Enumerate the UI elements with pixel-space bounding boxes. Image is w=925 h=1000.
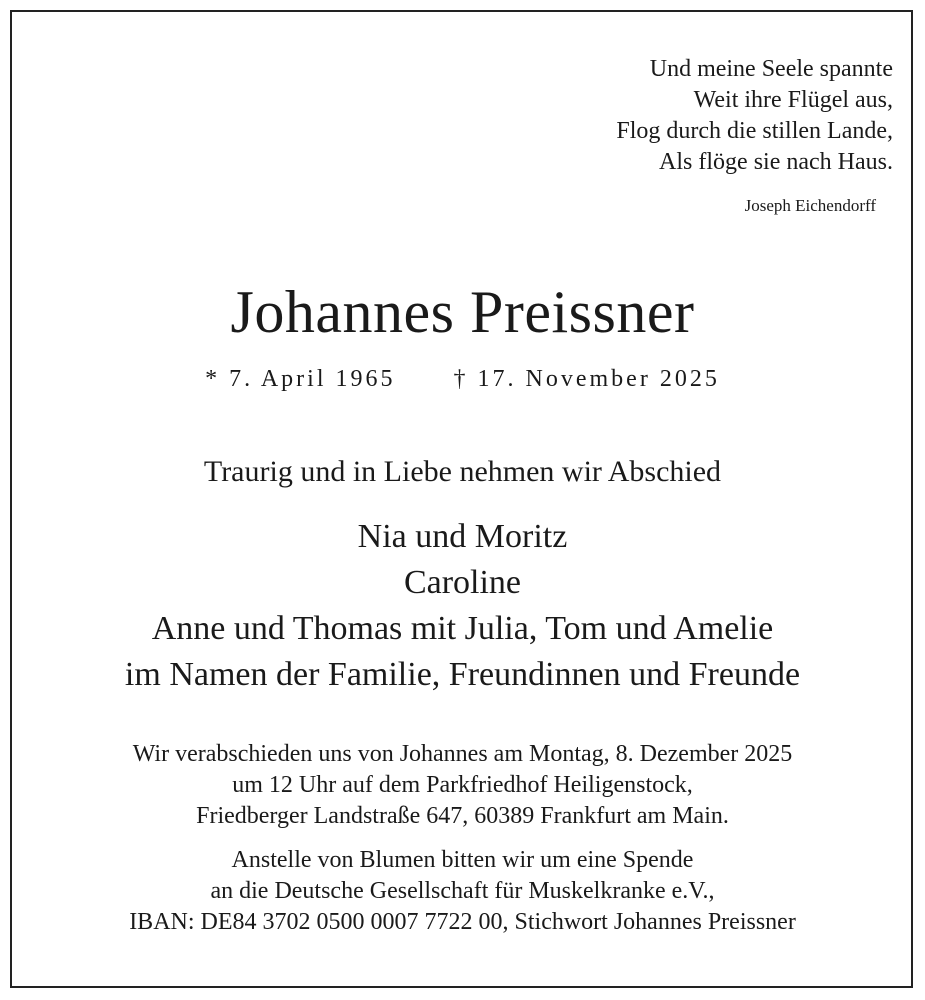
donation-line: an die Deutsche Gesellschaft für Muskelkranke e.V., (210, 878, 715, 904)
donation-line: IBAN: DE84 3702 0500 0007 7722 00, Stichwort Johannes Preissner (129, 909, 796, 935)
poem-line: Weit ihre Flügel aus, (693, 87, 893, 113)
poem-author: Joseph Eichendorff (744, 196, 876, 215)
life-dates (0, 366, 925, 393)
mourner-line: Nia und Moritz (357, 518, 568, 555)
birth-date: * 7. April 1965 (205, 366, 396, 392)
poem-line: Und meine Seele spannte (649, 56, 893, 82)
poem-line: Als flöge sie nach Haus. (659, 149, 893, 175)
deceased-name: Johannes Preissner (230, 279, 695, 345)
donation-line: Anstelle von Blumen bitten wir um eine Spende (231, 847, 694, 873)
mourner-line: im Namen der Familie, Freundinnen und Freunde (124, 656, 801, 693)
service-line: um 12 Uhr auf dem Parkfriedhof Heiligenstock, (232, 772, 693, 798)
mourner-line: Anne und Thomas mit Julia, Tom und Amelie (151, 610, 774, 647)
service-line: Wir verabschieden uns von Johannes am Montag, 8. Dezember 2025 (132, 741, 793, 767)
poem-line: Flog durch die stillen Lande, (616, 118, 893, 144)
mourner-line: Caroline (403, 564, 522, 601)
death-date: † 17. November 2025 (453, 366, 720, 392)
poem-quote (616, 54, 893, 178)
funeral-service-info (0, 739, 925, 832)
service-line: Friedberger Landstraße 647, 60389 Frankfurt am Main. (196, 803, 729, 829)
mourners-list (0, 514, 925, 698)
donation-info (0, 845, 925, 938)
farewell-intro: Traurig und in Liebe nehmen wir Abschied (203, 455, 722, 488)
